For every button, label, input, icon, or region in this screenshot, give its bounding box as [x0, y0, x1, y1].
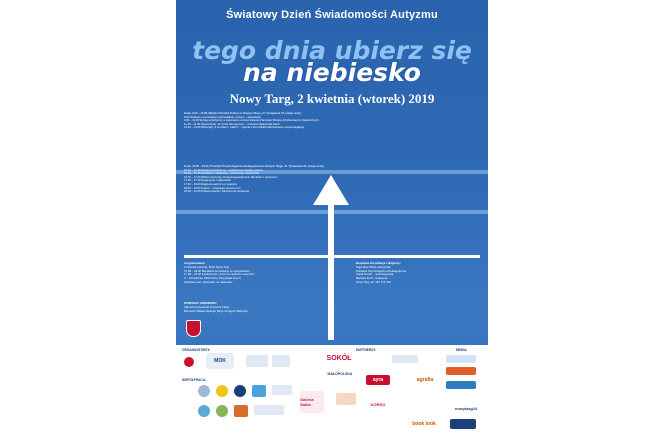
- consultation-line: Olga Wierzbicka-Jachymiak: [356, 264, 391, 269]
- consultation-line: Aneta Koziel – neurologopeda: [356, 272, 394, 277]
- partner-logo-icon: [336, 393, 356, 405]
- schedule-line: 12.00 – 13.00 Warsztaty „Z umysłem i ciałem” – zajęcia z komunikacji alternatywnej i wspomagającej: [184, 126, 304, 130]
- schedule-line: 15.00 – 15.30 Otwarcie konferencji – podstawowe aspekty prawne: [184, 168, 264, 172]
- sponsors-section: [176, 345, 488, 443]
- patron-line: Burmistrz Miasta Nowego Targu Grzegorz Watycha: [184, 308, 248, 313]
- consultation-line: Barbara Kroll – terapeuta: [356, 276, 388, 281]
- organizer-emblem-icon: [184, 357, 194, 367]
- partner-logo-icon: [252, 385, 266, 397]
- partner-logo-icon: [234, 385, 246, 397]
- partners-label: PARTNERZY:: [356, 348, 377, 352]
- nowytarg24-logo: nowytarg24: [454, 405, 478, 411]
- schedule-block-1: [184, 112, 480, 130]
- sokol-logo: SOKÓŁ: [326, 354, 352, 362]
- organizer-logo-icon: [272, 355, 290, 367]
- schedule-line: 9.30 – 11.00 Występ artystyczny w wykonaniu uczniów Zespołu Placówek Szkolno-Wychowawczo-Opiekuńczych: [184, 119, 319, 123]
- malopolska-logo: MAŁOPOLSKA: [327, 372, 353, 376]
- schedule-line: 15.30 – 16.15 Spotkanie z terapeutą – prezentacja metod pracy: [184, 172, 260, 176]
- media-logo-icon: [446, 355, 476, 363]
- event-line: 3 – 10 kwietnia, MOK Nowy Targ (Hala Foyer): [184, 276, 241, 281]
- partner-logo-icon: [254, 405, 284, 415]
- poster-headline-line1: tego dnia ubierz się: [192, 36, 472, 65]
- partner-logo-icon: [216, 405, 228, 417]
- consultation-line: Poradnia Psychologiczno-Pedagogiczna: [356, 268, 407, 273]
- event-line: Wystawa prac „Wszystko na niebiesko”: [184, 279, 233, 284]
- schedule-line: 18.00 – 18.30 Autyzm – integracja sensoryczna: [184, 186, 241, 190]
- events-column: [184, 262, 304, 285]
- schedule-block-2-header: Godz. 13.00 – 19.00, Poradnia Psychologiczno-Pedagogiczna w Nowym Targu, Al. Tysiąclecia 35, wstęp wolny: [184, 165, 324, 168]
- consultations-header: Bezpłatne konsultacje i diagnozy:: [356, 261, 401, 265]
- cooperation-label: WSPÓŁPRACA:: [182, 378, 207, 382]
- honorary-patronage: [184, 302, 304, 313]
- partner-logo-icon: [272, 385, 292, 395]
- galeria-logo: Galeria Satka: [300, 391, 324, 413]
- consultations-column: [356, 262, 476, 285]
- booklook-logo: book look: [412, 421, 436, 427]
- event-poster: [176, 0, 488, 443]
- schedule-block-1-header: Godz. 9.00 – 13.00, Miejski Ośrodek Kultury w Nowym Targu, Al. Tysiąclecia 37, wstęp wolny: [184, 112, 302, 115]
- consultation-line: Nowy Targ, tel. 187 274 700: [356, 279, 391, 284]
- media-logo-icon: [450, 419, 476, 429]
- mok-logo: MOK: [206, 353, 234, 369]
- korso-logo: KORSO: [370, 401, 386, 407]
- poster-date: Nowy Targ, 2 kwietnia (wtorek) 2019: [229, 91, 435, 106]
- partner-logo-icon: [198, 385, 210, 397]
- schedule-line: 18.30 – 19.00 Podsumowanie i zakończenie spotkania: [184, 190, 249, 194]
- organizer-logo-icon: [246, 355, 268, 367]
- partner-logo-icon: [216, 385, 228, 397]
- partner-logo-icon: [234, 405, 248, 417]
- ayra-logo: ayra: [366, 375, 390, 385]
- poster-title-top: Światowy Dzień Świadomości Autyzmu: [226, 9, 438, 21]
- poster-headline-line2: na niebiesko: [243, 58, 421, 87]
- schedule-line: 16.15 – 17.00 Wokół znaczenia „Terapia logopedyczna” dla dzieci z autyzmem: [184, 175, 278, 179]
- schedule-line: 11.15 – 11.45 Rozpoczęcie „W rytmie dla autyzmu” – ruchowa zabawa dla dzieci: [184, 122, 280, 126]
- media-logo-icon: [446, 381, 476, 389]
- coat-of-arms-icon: [186, 320, 201, 337]
- partner-logo-icon: [198, 405, 210, 417]
- agrafia-logo: agrafia: [416, 377, 434, 383]
- media-logo-icon: [446, 367, 476, 375]
- media-label: MEDIA:: [456, 348, 468, 352]
- partner-logo-icon: [392, 355, 418, 363]
- divider-line: [184, 255, 480, 258]
- patron-line: Starosta Nowotarski Krzysztof Faber: [184, 304, 230, 309]
- events-header: Zorganizowane:: [184, 261, 206, 265]
- event-line: 17.00 – 18.00 Bezpłatne konsultacje ze specjalistami: [184, 268, 250, 273]
- schedule-line: 17.00 – 17.30 Sesja pytań i odpowiedzi: [184, 179, 231, 183]
- arrow-shaft: [328, 190, 334, 340]
- event-line: 17.00 – 19.00 Konferencja „Uczeń ze spektrum autyzmu”: [184, 272, 255, 277]
- patronage-label: PATRONAT HONOROWY:: [184, 301, 218, 305]
- organizers-label: ORGANIZATORZY:: [182, 348, 211, 352]
- schedule-line: 17.30 – 18.00 Diagnoza autyzmu w praktyce: [184, 182, 238, 186]
- event-line: 2 kwietnia (wtorek), MOK Nowy Targ: [184, 264, 230, 269]
- schedule-line: 9.00 Otwarcie i prezentacja multimedialna „Autyzm – akceptacja”: [184, 115, 262, 119]
